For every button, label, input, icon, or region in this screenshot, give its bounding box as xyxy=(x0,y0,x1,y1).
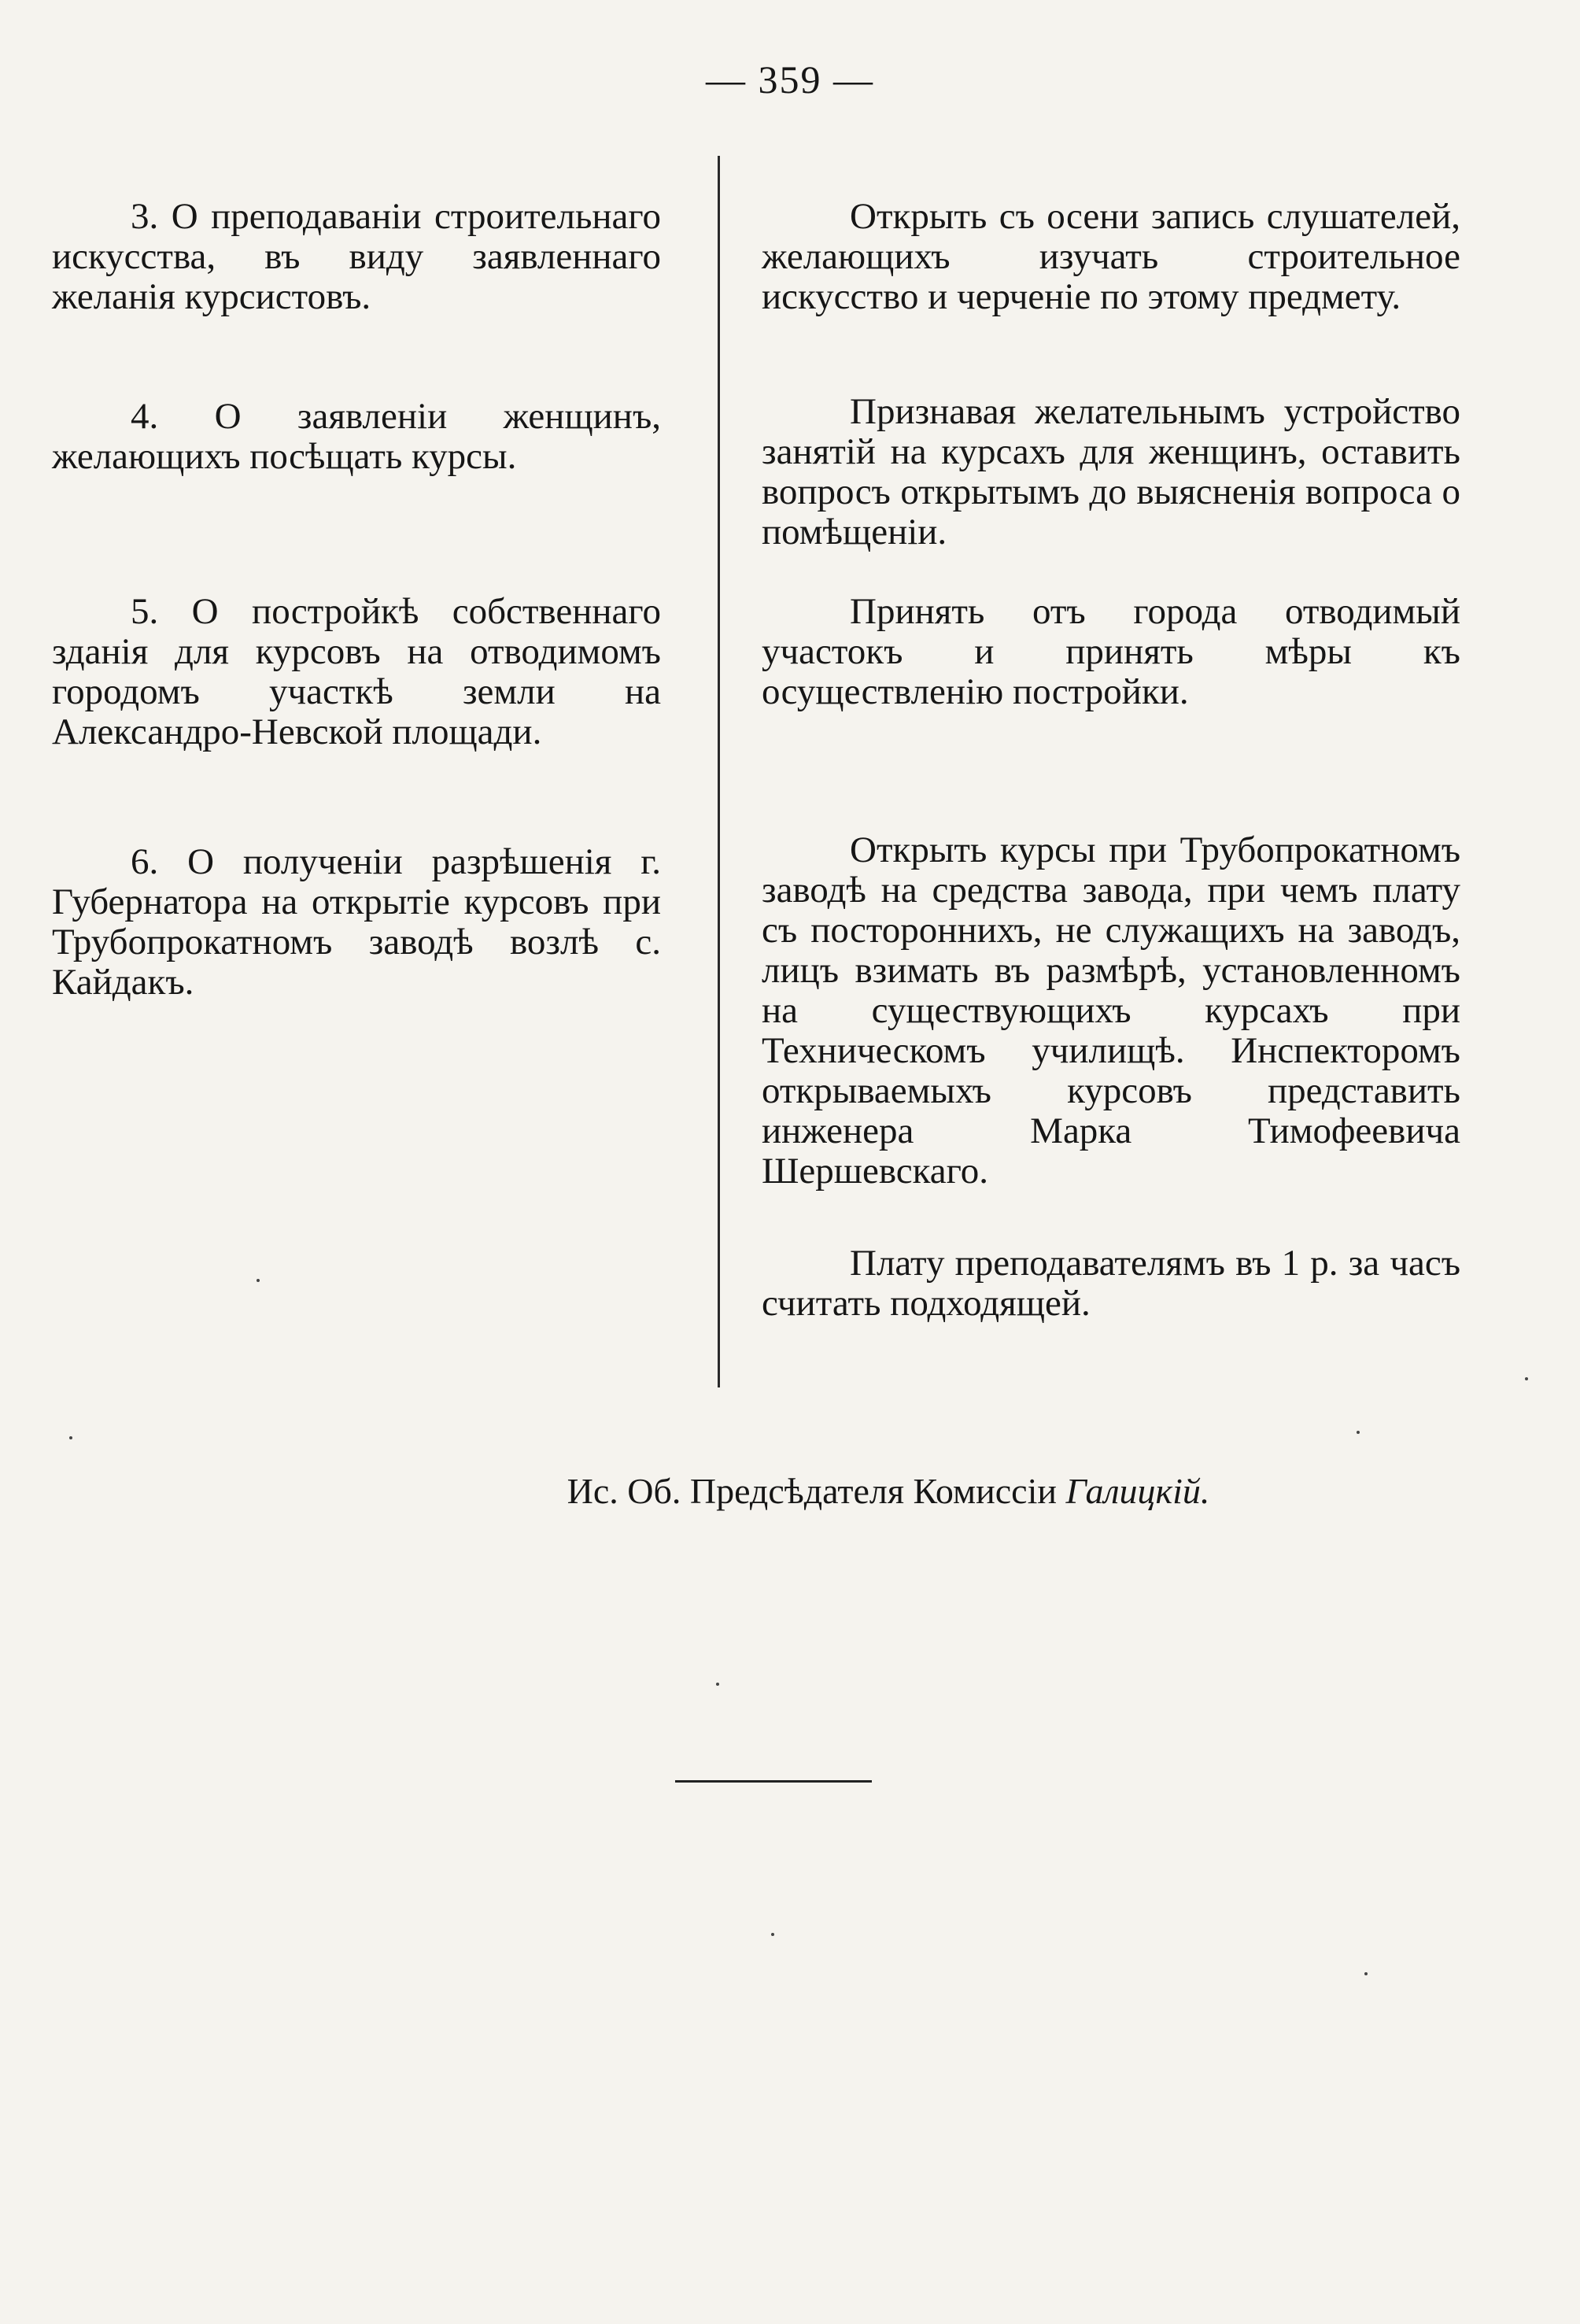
agenda-item-text: 6. О полученiи разрѣшенiя г. Губернатора на открытiе курсовъ при Трубопрокатномъ заводѣ возлѣ с. Кайдакъ. xyxy=(52,841,661,1003)
closing-rule xyxy=(675,1780,872,1783)
decision-item-3 xyxy=(762,592,1460,712)
agenda-item-3 xyxy=(52,197,661,317)
agenda-item-text: 5. О постройкѣ собственнаго зданiя для курсовъ на отводимомъ городомъ участкѣ земли на Александро-Невской площади. xyxy=(52,591,661,752)
column-divider xyxy=(718,156,720,1387)
decision-item-2 xyxy=(762,392,1460,552)
signature-line xyxy=(0,1470,1580,1512)
print-speck xyxy=(69,1436,72,1439)
signature-name: Галицкiй. xyxy=(1065,1471,1210,1511)
decision-item-5 xyxy=(762,1243,1460,1324)
print-speck xyxy=(771,1933,774,1936)
print-speck xyxy=(1525,1377,1528,1380)
print-speck xyxy=(1357,1431,1360,1434)
decision-text: Признавая желательнымъ устройство занятiй на курсахъ для женщинъ, оставить вопросъ открытымъ до выясненiя вопроса о помѣщенiи. xyxy=(762,391,1460,552)
agenda-item-text: 3. О преподаванiи строительнаго искусства, въ виду заявленнаго желанiя курсистовъ. xyxy=(52,196,661,317)
print-speck xyxy=(257,1279,260,1282)
decision-text: Открыть курсы при Трубопрокатномъ заводѣ на средства завода, при чемъ плату съ постороннихъ, не служащихъ на заводъ, лицъ взимать въ размѣрѣ, установленномъ на существующихъ курсахъ при Техническомъ училищѣ. Инспекторомъ открываемыхъ курсовъ представить инженера Марка Тимофеевича Шершевскаго. xyxy=(762,829,1460,1192)
print-speck xyxy=(716,1683,719,1686)
agenda-item-6 xyxy=(52,842,661,1003)
decision-text: Принять отъ города отводимый участокъ и принять мѣры къ осуществленiю постройки. xyxy=(762,591,1460,712)
agenda-item-4 xyxy=(52,397,661,477)
decision-text: Плату преподавателямъ въ 1 р. за часъ считать подходящей. xyxy=(762,1243,1460,1324)
agenda-item-text: 4. О заявленiи женщинъ, желающихъ посѣщать курсы. xyxy=(52,396,661,477)
decision-text: Открыть съ осени запись слушателей, желающихъ изучать строительное искусство и черченiе по этому предмету. xyxy=(762,196,1460,317)
signature-title: Ис. Об. Предсѣдателя Комиссiи xyxy=(567,1471,1057,1511)
print-speck xyxy=(1364,1972,1368,1975)
decision-item-1 xyxy=(762,197,1460,317)
decision-item-4 xyxy=(762,830,1460,1192)
page-number: — 359 — xyxy=(706,57,874,102)
agenda-item-5 xyxy=(52,592,661,752)
